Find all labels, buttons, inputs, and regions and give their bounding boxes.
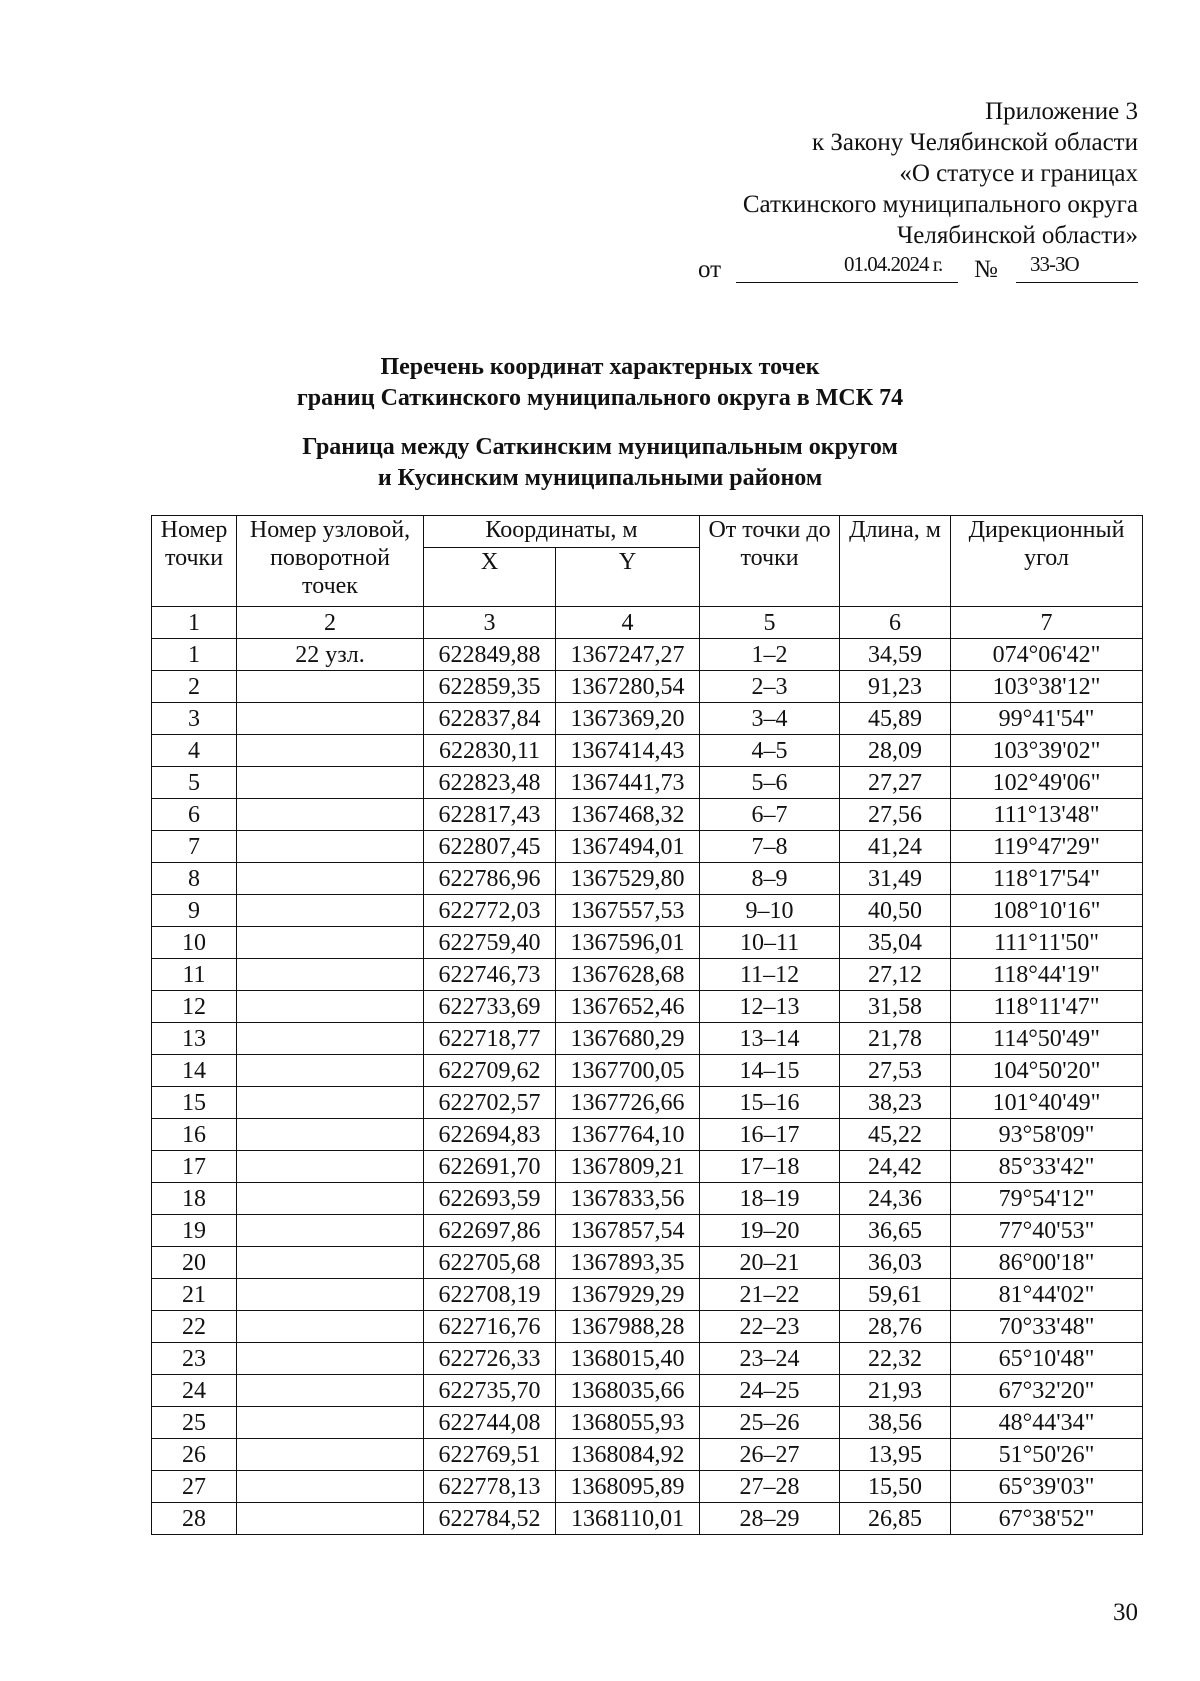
angle-cell: 103°38'12" xyxy=(951,671,1143,703)
segment-cell: 9–10 xyxy=(700,895,840,927)
from-label: от xyxy=(698,256,722,283)
point-number-cell: 11 xyxy=(152,959,237,991)
x-coordinate-cell: 622693,59 xyxy=(424,1183,556,1215)
table-row xyxy=(152,799,1143,831)
node-number-cell xyxy=(237,1151,424,1183)
segment-cell: 4–5 xyxy=(700,735,840,767)
segment-cell: 16–17 xyxy=(700,1119,840,1151)
point-number-cell: 28 xyxy=(152,1503,237,1535)
segment-cell: 18–19 xyxy=(700,1183,840,1215)
point-number-cell: 16 xyxy=(152,1119,237,1151)
point-number-cell: 23 xyxy=(152,1343,237,1375)
document-title xyxy=(0,352,1200,414)
x-coordinate-cell: 622759,40 xyxy=(424,927,556,959)
length-cell: 34,59 xyxy=(840,639,951,671)
x-coordinate-cell: 622708,19 xyxy=(424,1279,556,1311)
angle-cell: 65°39'03" xyxy=(951,1471,1143,1503)
table-row xyxy=(152,1279,1143,1311)
point-number-cell: 14 xyxy=(152,1055,237,1087)
x-coordinate-cell: 622702,57 xyxy=(424,1087,556,1119)
angle-cell: 118°17'54" xyxy=(951,863,1143,895)
table-row xyxy=(152,735,1143,767)
segment-cell: 21–22 xyxy=(700,1279,840,1311)
length-cell: 35,04 xyxy=(840,927,951,959)
angle-cell: 67°32'20" xyxy=(951,1375,1143,1407)
segment-cell: 12–13 xyxy=(700,991,840,1023)
angle-cell: 108°10'16" xyxy=(951,895,1143,927)
column-number-cell: 2 xyxy=(237,607,424,639)
node-number-cell xyxy=(237,703,424,735)
header-x: X xyxy=(424,548,556,607)
node-number-cell xyxy=(237,1343,424,1375)
point-number-cell: 6 xyxy=(152,799,237,831)
segment-cell: 25–26 xyxy=(700,1407,840,1439)
node-number-cell xyxy=(237,1471,424,1503)
length-cell: 27,27 xyxy=(840,767,951,799)
point-number-cell: 26 xyxy=(152,1439,237,1471)
segment-cell: 17–18 xyxy=(700,1151,840,1183)
y-coordinate-cell: 1367857,54 xyxy=(556,1215,700,1247)
length-cell: 28,76 xyxy=(840,1311,951,1343)
table-row xyxy=(152,1023,1143,1055)
angle-cell: 114°50'49" xyxy=(951,1023,1143,1055)
y-coordinate-cell: 1367247,27 xyxy=(556,639,700,671)
segment-cell: 2–3 xyxy=(700,671,840,703)
y-coordinate-cell: 1368055,93 xyxy=(556,1407,700,1439)
point-number-cell: 12 xyxy=(152,991,237,1023)
y-coordinate-cell: 1367700,05 xyxy=(556,1055,700,1087)
x-coordinate-cell: 622784,52 xyxy=(424,1503,556,1535)
node-number-cell xyxy=(237,1087,424,1119)
table-row xyxy=(152,1375,1143,1407)
angle-cell: 101°40'49" xyxy=(951,1087,1143,1119)
angle-cell: 77°40'53" xyxy=(951,1215,1143,1247)
section-title xyxy=(0,432,1200,494)
node-number-cell xyxy=(237,863,424,895)
node-number-cell xyxy=(237,1279,424,1311)
x-coordinate-cell: 622716,76 xyxy=(424,1311,556,1343)
angle-cell: 51°50'26" xyxy=(951,1439,1143,1471)
x-coordinate-cell: 622705,68 xyxy=(424,1247,556,1279)
header-from-to: От точки до точки xyxy=(700,516,840,607)
y-coordinate-cell: 1367557,53 xyxy=(556,895,700,927)
y-coordinate-cell: 1368084,92 xyxy=(556,1439,700,1471)
point-number-cell: 17 xyxy=(152,1151,237,1183)
y-coordinate-cell: 1367680,29 xyxy=(556,1023,700,1055)
point-number-cell: 20 xyxy=(152,1247,237,1279)
length-cell: 36,03 xyxy=(840,1247,951,1279)
y-coordinate-cell: 1367893,35 xyxy=(556,1247,700,1279)
header-point-number: Номер точки xyxy=(152,516,237,607)
point-number-cell: 27 xyxy=(152,1471,237,1503)
y-coordinate-cell: 1367652,46 xyxy=(556,991,700,1023)
point-number-cell: 10 xyxy=(152,927,237,959)
point-number-cell: 1 xyxy=(152,639,237,671)
node-number-cell xyxy=(237,767,424,799)
coordinates-table xyxy=(151,515,1143,1535)
point-number-cell: 4 xyxy=(152,735,237,767)
y-coordinate-cell: 1367441,73 xyxy=(556,767,700,799)
angle-cell: 104°50'20" xyxy=(951,1055,1143,1087)
table-row xyxy=(152,1471,1143,1503)
table-row xyxy=(152,1503,1143,1535)
x-coordinate-cell: 622733,69 xyxy=(424,991,556,1023)
x-coordinate-cell: 622823,48 xyxy=(424,767,556,799)
table-row xyxy=(152,639,1143,671)
length-cell: 22,32 xyxy=(840,1343,951,1375)
appendix-line: к Закону Челябинской области xyxy=(812,129,1138,156)
y-coordinate-cell: 1367628,68 xyxy=(556,959,700,991)
point-number-cell: 9 xyxy=(152,895,237,927)
angle-cell: 111°13'48" xyxy=(951,799,1143,831)
angle-cell: 111°11'50" xyxy=(951,927,1143,959)
y-coordinate-cell: 1367369,20 xyxy=(556,703,700,735)
column-number-cell: 6 xyxy=(840,607,951,639)
point-number-cell: 21 xyxy=(152,1279,237,1311)
table-row xyxy=(152,671,1143,703)
node-number-cell xyxy=(237,991,424,1023)
y-coordinate-cell: 1368110,01 xyxy=(556,1503,700,1535)
table-row xyxy=(152,1215,1143,1247)
node-number-cell xyxy=(237,895,424,927)
point-number-cell: 24 xyxy=(152,1375,237,1407)
x-coordinate-cell: 622837,84 xyxy=(424,703,556,735)
law-date: 01.04.2024 г. xyxy=(844,252,943,276)
angle-cell: 86°00'18" xyxy=(951,1247,1143,1279)
x-coordinate-cell: 622859,35 xyxy=(424,671,556,703)
table-row xyxy=(152,959,1143,991)
length-cell: 38,23 xyxy=(840,1087,951,1119)
y-coordinate-cell: 1367596,01 xyxy=(556,927,700,959)
segment-cell: 10–11 xyxy=(700,927,840,959)
segment-cell: 6–7 xyxy=(700,799,840,831)
y-coordinate-cell: 1367468,32 xyxy=(556,799,700,831)
angle-cell: 67°38'52" xyxy=(951,1503,1143,1535)
length-cell: 15,50 xyxy=(840,1471,951,1503)
y-coordinate-cell: 1367494,01 xyxy=(556,831,700,863)
length-cell: 45,89 xyxy=(840,703,951,735)
angle-cell: 79°54'12" xyxy=(951,1183,1143,1215)
header-angle: Дирекционный угол xyxy=(951,516,1143,607)
table-row xyxy=(152,767,1143,799)
segment-cell: 11–12 xyxy=(700,959,840,991)
table-row xyxy=(152,1151,1143,1183)
table-row xyxy=(152,1055,1143,1087)
segment-cell: 14–15 xyxy=(700,1055,840,1087)
node-number-cell xyxy=(237,1503,424,1535)
y-coordinate-cell: 1368095,89 xyxy=(556,1471,700,1503)
angle-cell: 119°47'29" xyxy=(951,831,1143,863)
y-coordinate-cell: 1367809,21 xyxy=(556,1151,700,1183)
node-number-cell xyxy=(237,1407,424,1439)
length-cell: 41,24 xyxy=(840,831,951,863)
length-cell: 26,85 xyxy=(840,1503,951,1535)
table-body xyxy=(152,639,1143,1535)
angle-cell: 65°10'48" xyxy=(951,1343,1143,1375)
node-number-cell xyxy=(237,1311,424,1343)
length-cell: 38,56 xyxy=(840,1407,951,1439)
number-field xyxy=(1016,252,1138,283)
appendix-line: Челябинской области» xyxy=(897,222,1138,249)
angle-cell: 118°11'47" xyxy=(951,991,1143,1023)
header-node-number: Номер узловой, поворотной точек xyxy=(237,516,424,607)
length-cell: 31,49 xyxy=(840,863,951,895)
length-cell: 21,78 xyxy=(840,1023,951,1055)
point-number-cell: 19 xyxy=(152,1215,237,1247)
angle-cell: 103°39'02" xyxy=(951,735,1143,767)
node-number-cell: 22 узл. xyxy=(237,639,424,671)
table-row xyxy=(152,991,1143,1023)
x-coordinate-cell: 622778,13 xyxy=(424,1471,556,1503)
angle-cell: 93°58'09" xyxy=(951,1119,1143,1151)
x-coordinate-cell: 622817,43 xyxy=(424,799,556,831)
angle-cell: 074°06'42" xyxy=(951,639,1143,671)
angle-cell: 102°49'06" xyxy=(951,767,1143,799)
point-number-cell: 15 xyxy=(152,1087,237,1119)
node-number-cell xyxy=(237,1119,424,1151)
table-row xyxy=(152,1247,1143,1279)
node-number-cell xyxy=(237,1247,424,1279)
angle-cell: 70°33'48" xyxy=(951,1311,1143,1343)
column-number-cell: 5 xyxy=(700,607,840,639)
angle-cell: 48°44'34" xyxy=(951,1407,1143,1439)
appendix-line: Саткинского муниципального округа xyxy=(742,191,1138,218)
x-coordinate-cell: 622772,03 xyxy=(424,895,556,927)
node-number-cell xyxy=(237,1215,424,1247)
segment-cell: 27–28 xyxy=(700,1471,840,1503)
x-coordinate-cell: 622807,45 xyxy=(424,831,556,863)
length-cell: 27,53 xyxy=(840,1055,951,1087)
y-coordinate-cell: 1367929,29 xyxy=(556,1279,700,1311)
node-number-cell xyxy=(237,1183,424,1215)
y-coordinate-cell: 1367280,54 xyxy=(556,671,700,703)
segment-cell: 13–14 xyxy=(700,1023,840,1055)
length-cell: 27,12 xyxy=(840,959,951,991)
column-number-cell: 4 xyxy=(556,607,700,639)
page-number: 30 xyxy=(1113,1599,1138,1626)
length-cell: 59,61 xyxy=(840,1279,951,1311)
point-number-cell: 3 xyxy=(152,703,237,735)
x-coordinate-cell: 622735,70 xyxy=(424,1375,556,1407)
title-line: границ Саткинского муниципального округа в МСК 74 xyxy=(296,385,904,411)
table-row xyxy=(152,831,1143,863)
header-y: Y xyxy=(556,548,700,607)
angle-cell: 85°33'42" xyxy=(951,1151,1143,1183)
table-row xyxy=(152,863,1143,895)
point-number-cell: 5 xyxy=(152,767,237,799)
y-coordinate-cell: 1367529,80 xyxy=(556,863,700,895)
segment-cell: 5–6 xyxy=(700,767,840,799)
y-coordinate-cell: 1367764,10 xyxy=(556,1119,700,1151)
node-number-cell xyxy=(237,1375,424,1407)
title-line: Перечень координат характерных точек xyxy=(380,354,820,380)
column-number-cell: 1 xyxy=(152,607,237,639)
point-number-cell: 22 xyxy=(152,1311,237,1343)
x-coordinate-cell: 622849,88 xyxy=(424,639,556,671)
angle-cell: 118°44'19" xyxy=(951,959,1143,991)
node-number-cell xyxy=(237,1023,424,1055)
length-cell: 91,23 xyxy=(840,671,951,703)
segment-cell: 8–9 xyxy=(700,863,840,895)
length-cell: 27,56 xyxy=(840,799,951,831)
law-number: 33-ЗО xyxy=(1030,252,1079,276)
point-number-cell: 2 xyxy=(152,671,237,703)
table-row xyxy=(152,1311,1143,1343)
length-cell: 24,42 xyxy=(840,1151,951,1183)
appendix-header xyxy=(743,96,1138,251)
column-number-row xyxy=(152,607,1143,639)
header-length: Длина, м xyxy=(840,516,951,607)
point-number-cell: 18 xyxy=(152,1183,237,1215)
point-number-cell: 8 xyxy=(152,863,237,895)
length-cell: 36,65 xyxy=(840,1215,951,1247)
x-coordinate-cell: 622697,86 xyxy=(424,1215,556,1247)
number-label: № xyxy=(974,256,998,283)
node-number-cell xyxy=(237,959,424,991)
point-number-cell: 13 xyxy=(152,1023,237,1055)
x-coordinate-cell: 622746,73 xyxy=(424,959,556,991)
subtitle-line: Граница между Саткинским муниципальным округом xyxy=(302,434,898,460)
law-date-number-line xyxy=(698,252,1138,286)
y-coordinate-cell: 1367726,66 xyxy=(556,1087,700,1119)
x-coordinate-cell: 622691,70 xyxy=(424,1151,556,1183)
x-coordinate-cell: 622769,51 xyxy=(424,1439,556,1471)
table-row xyxy=(152,1087,1143,1119)
length-cell: 40,50 xyxy=(840,895,951,927)
y-coordinate-cell: 1367988,28 xyxy=(556,1311,700,1343)
column-number-cell: 3 xyxy=(424,607,556,639)
x-coordinate-cell: 622830,11 xyxy=(424,735,556,767)
segment-cell: 19–20 xyxy=(700,1215,840,1247)
y-coordinate-cell: 1368015,40 xyxy=(556,1343,700,1375)
x-coordinate-cell: 622718,77 xyxy=(424,1023,556,1055)
appendix-line: Приложение 3 xyxy=(985,98,1138,125)
x-coordinate-cell: 622709,62 xyxy=(424,1055,556,1087)
subtitle-line: и Кусинским муниципальными районом xyxy=(377,465,823,491)
point-number-cell: 7 xyxy=(152,831,237,863)
segment-cell: 20–21 xyxy=(700,1247,840,1279)
length-cell: 28,09 xyxy=(840,735,951,767)
segment-cell: 23–24 xyxy=(700,1343,840,1375)
x-coordinate-cell: 622786,96 xyxy=(424,863,556,895)
table-row xyxy=(152,1407,1143,1439)
point-number-cell: 25 xyxy=(152,1407,237,1439)
y-coordinate-cell: 1367414,43 xyxy=(556,735,700,767)
length-cell: 45,22 xyxy=(840,1119,951,1151)
table-row xyxy=(152,1183,1143,1215)
segment-cell: 15–16 xyxy=(700,1087,840,1119)
header-coordinates: Координаты, м xyxy=(424,516,700,548)
angle-cell: 99°41'54" xyxy=(951,703,1143,735)
x-coordinate-cell: 622744,08 xyxy=(424,1407,556,1439)
segment-cell: 24–25 xyxy=(700,1375,840,1407)
segment-cell: 3–4 xyxy=(700,703,840,735)
table-row xyxy=(152,927,1143,959)
node-number-cell xyxy=(237,927,424,959)
date-field xyxy=(736,252,958,283)
segment-cell: 28–29 xyxy=(700,1503,840,1535)
segment-cell: 1–2 xyxy=(700,639,840,671)
table-row xyxy=(152,1343,1143,1375)
length-cell: 13,95 xyxy=(840,1439,951,1471)
column-number-cell: 7 xyxy=(951,607,1143,639)
table-row xyxy=(152,1119,1143,1151)
node-number-cell xyxy=(237,831,424,863)
segment-cell: 26–27 xyxy=(700,1439,840,1471)
table-row xyxy=(152,895,1143,927)
angle-cell: 81°44'02" xyxy=(951,1279,1143,1311)
length-cell: 31,58 xyxy=(840,991,951,1023)
table-row xyxy=(152,1439,1143,1471)
node-number-cell xyxy=(237,671,424,703)
appendix-line: «О статусе и границах xyxy=(899,160,1138,187)
node-number-cell xyxy=(237,1055,424,1087)
y-coordinate-cell: 1368035,66 xyxy=(556,1375,700,1407)
segment-cell: 22–23 xyxy=(700,1311,840,1343)
x-coordinate-cell: 622726,33 xyxy=(424,1343,556,1375)
node-number-cell xyxy=(237,735,424,767)
y-coordinate-cell: 1367833,56 xyxy=(556,1183,700,1215)
node-number-cell xyxy=(237,1439,424,1471)
node-number-cell xyxy=(237,799,424,831)
segment-cell: 7–8 xyxy=(700,831,840,863)
length-cell: 21,93 xyxy=(840,1375,951,1407)
table-row xyxy=(152,703,1143,735)
length-cell: 24,36 xyxy=(840,1183,951,1215)
x-coordinate-cell: 622694,83 xyxy=(424,1119,556,1151)
